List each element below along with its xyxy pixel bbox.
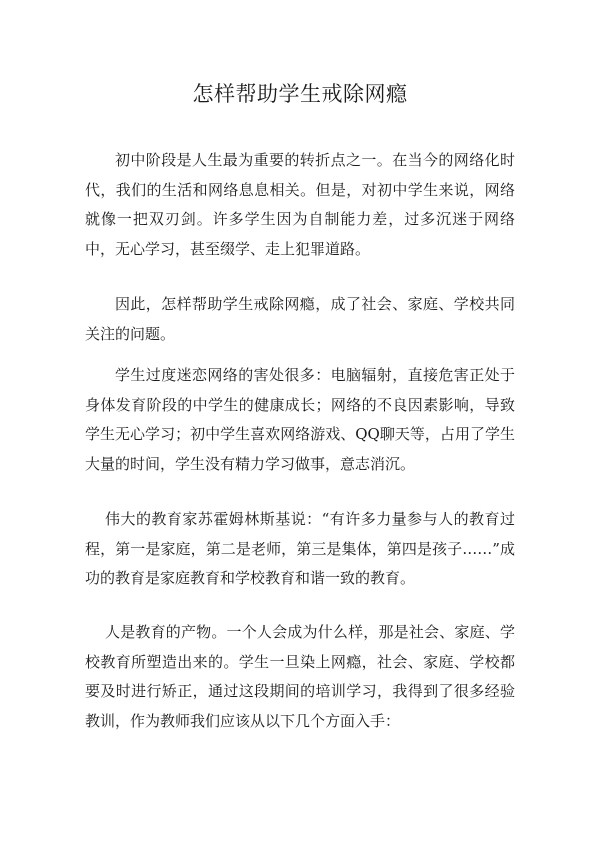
paragraph-harms: 学生过度迷恋网络的害处很多：电脑辐射，直接危害正处于身体发育阶段的中学生的健康成长；网络的不良因素影响，导致学生无心学习；初中学生喜欢网络游戏、QQ聊天等，占用了学生大量的时间，学生没有精力学习做事，意志消沉。 [85, 366, 515, 473]
paragraph-intro: 初中阶段是人生最为重要的转折点之一。在当今的网络化时代，我们的生活和网络息息相关。但是，对初中学生来说，网络就像一把双刃剑。许多学生因为自制能力差，过多沉迷于网络中，无心学习，甚至缀学、走上犯罪道路。 [85, 151, 515, 258]
document-title: 怎样帮助学生戒除网瘾 [192, 82, 408, 106]
paragraph-quote: 伟大的教育家苏霍姆林斯基说：“有许多力量参与人的教育过程，第一是家庭，第二是老师，第三是集体，第四是孩子……”成功的教育是家庭教育和学校教育和谐一致的教育。 [85, 510, 515, 587]
paragraph-concern: 因此，怎样帮助学生戒除网瘾，成了社会、家庭、学校共同关注的问题。 [85, 295, 515, 343]
paragraph-approach: 人是教育的产物。一个人会成为什么样，那是社会、家庭、学校教育所塑造出来的。学生一旦染上网瘾，社会、家庭、学校都要及时进行矫正，通过这段期间的培训学习，我得到了很多经验教训，作为教师我们应该从以下几个方面入手： [85, 623, 515, 730]
